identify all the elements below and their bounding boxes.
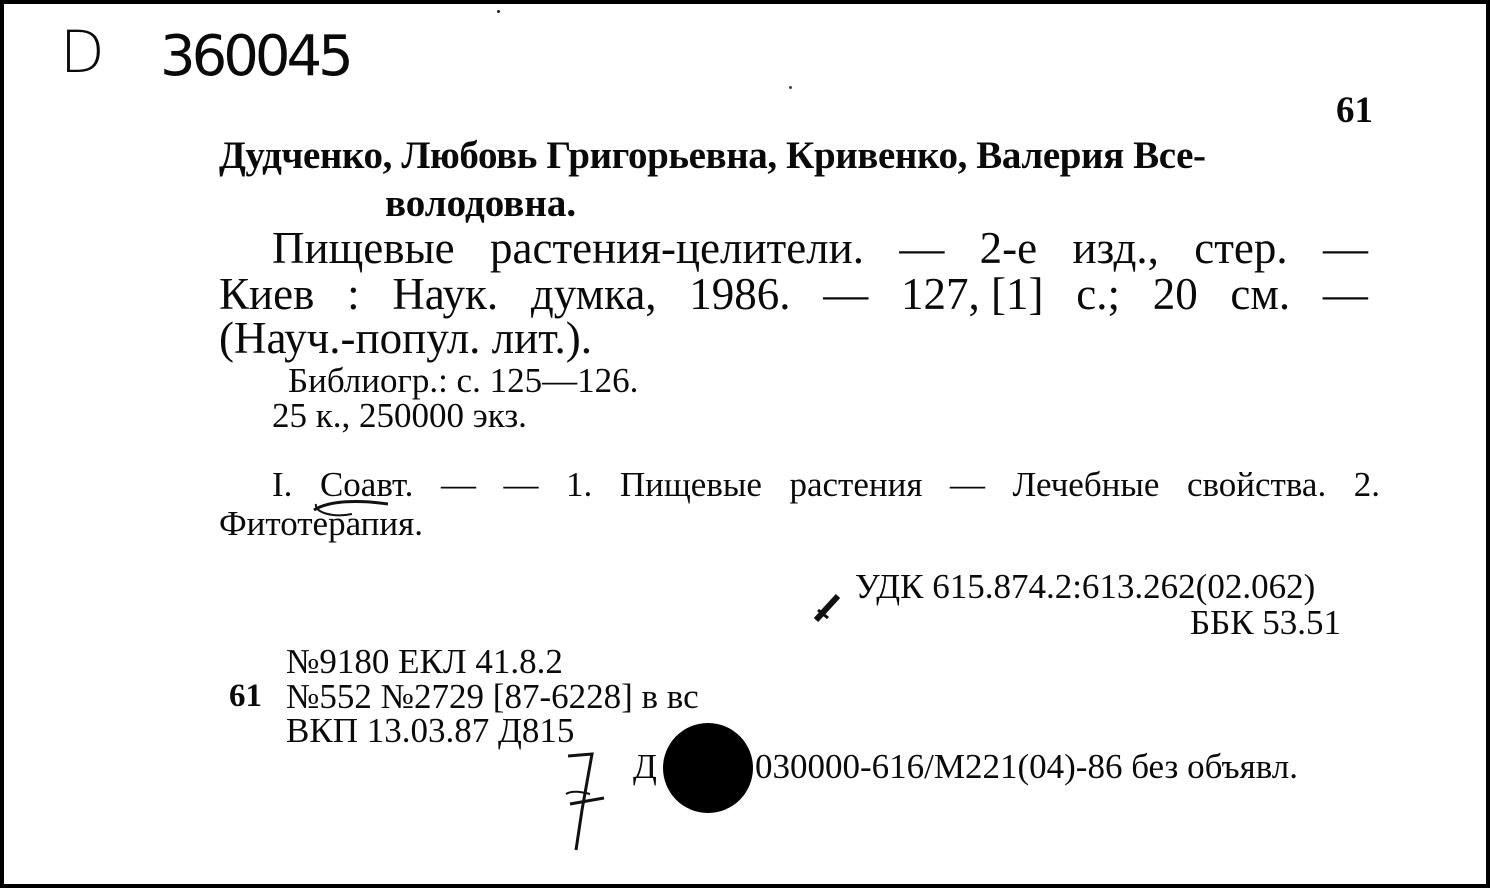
stamp-letter: D (60, 18, 103, 86)
udk-index: УДК 615.874.2:613.262(02.062) (855, 567, 1316, 606)
service-date: ВКП 13.03.87 Д815 (286, 711, 575, 750)
handwritten-seven (560, 750, 620, 860)
service-order-numbers: №552 №2729 [87-6228] в вс (286, 677, 699, 716)
subject-tracings-continued: Фитотерапия. (219, 504, 423, 543)
authors-heading-continued: володовна. (385, 182, 577, 225)
index-letter: Д (633, 747, 657, 786)
price-print-run: 25 к., 250000 экз. (272, 396, 527, 435)
series-note: (Науч.-попул. лит.). (219, 313, 592, 363)
subject-tracings: I. Соавт. — — 1. Пищевые растения — Лечебные свойства. 2. (272, 465, 1380, 504)
handwritten-underline-mark (312, 492, 392, 522)
authors-heading: Дудченко, Любовь Григорьевна, Кривенко, Валерия Все- (219, 134, 1206, 177)
bibliography-note: Библиогр.: с. 125—126. (288, 361, 639, 400)
service-class-number: 61 (229, 678, 262, 714)
title-line-1: Пищевые растения-целители. — 2-е изд., стер. — (272, 223, 1368, 273)
ink-blot (663, 723, 753, 813)
index-code: 030000-616/М221(04)-86 без объявл. (755, 747, 1299, 786)
ink-speck (789, 86, 792, 89)
stamp-number: 360045 (160, 24, 350, 89)
ink-speck (497, 10, 500, 13)
class-number: 61 (1336, 90, 1373, 131)
bbk-index: ББК 53.51 (1190, 603, 1342, 642)
pencil-check-mark (810, 588, 844, 628)
service-number: №9180 ЕКЛ 41.8.2 (286, 642, 563, 681)
imprint-line: Киев : Наук. думка, 1986. — 127, [1] с.; 20 см. — (219, 269, 1368, 319)
